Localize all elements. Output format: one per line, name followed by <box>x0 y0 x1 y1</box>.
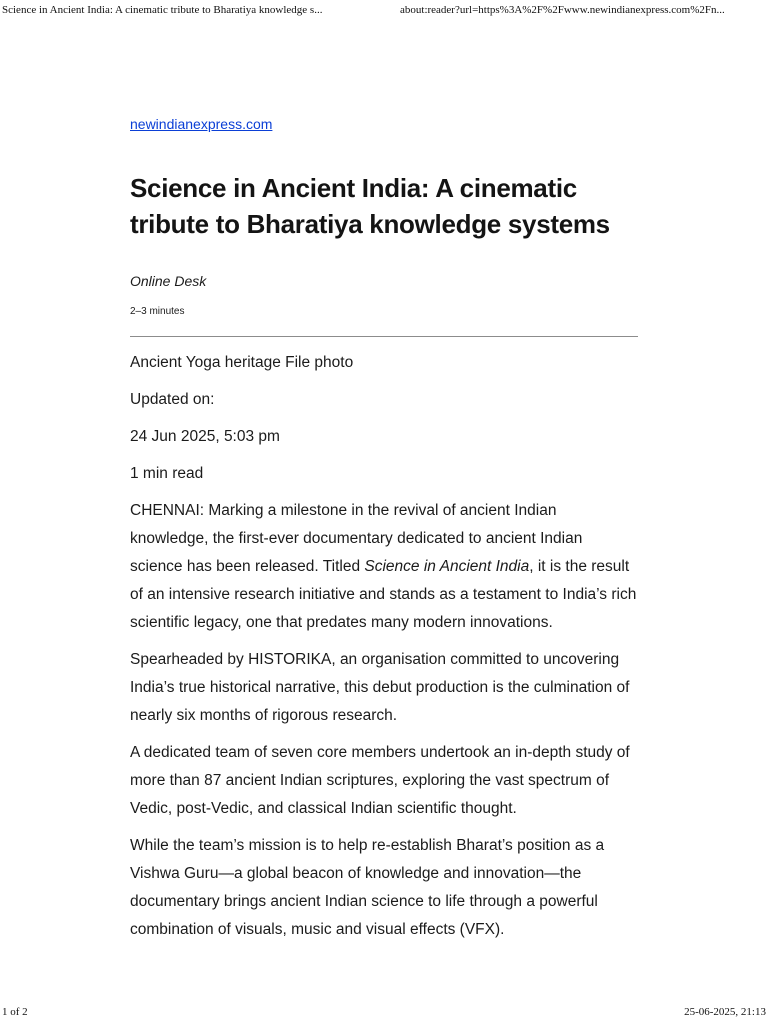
page-number: 1 of 2 <box>2 1006 28 1018</box>
paragraph-1-end: , it is the result of an intensive research initiative and stands as a testament to India’s rich scientific legacy, one that predates many modern innovations. <box>130 558 637 631</box>
print-header-title: Science in Ancient India: A cinematic tribute to Bharatiya knowledge s... <box>2 4 323 16</box>
paragraph-1 <box>130 497 638 637</box>
paragraph-1-start: CHENNAI: Marking a milestone in the revival of ancient Indian knowledge, the first-ever documentary dedicated to ancient Indian science has been released. Titled <box>130 502 583 575</box>
article-content <box>130 349 638 944</box>
print-header-url: about:reader?url=https%3A%2F%2Fwww.newindianexpress.com%2Fn... <box>400 4 725 16</box>
reader-view <box>130 115 638 953</box>
print-timestamp: 25-06-2025, 21:13 <box>684 1006 766 1018</box>
print-footer <box>2 1006 766 1020</box>
documentary-title: Science in Ancient India <box>364 558 530 575</box>
image-caption: Ancient Yoga heritage File photo <box>130 354 354 371</box>
header-divider <box>130 336 638 337</box>
paragraph-3: A dedicated team of seven core members undertook an in-depth study of more than 87 ancient Indian scriptures, exploring the vast spectrum of Vedic, post-Vedic, and classical Indian scientific thought. <box>130 744 630 817</box>
reading-time: 2–3 minutes <box>130 306 185 317</box>
print-header <box>2 4 766 20</box>
source-domain-link[interactable]: newindianexpress.com <box>130 116 273 132</box>
article-byline: Online Desk <box>130 273 207 289</box>
min-read: 1 min read <box>130 465 204 482</box>
paragraph-4: While the team’s mission is to help re-establish Bharat’s position as a Vishwa Guru—a global beacon of knowledge and innovation—the documentary brings ancient Indian science to life through a powerful combination of visuals, music and visual effects (VFX). <box>130 837 605 938</box>
updated-date: 24 Jun 2025, 5:03 pm <box>130 428 280 445</box>
paragraph-2: Spearheaded by HISTORIKA, an organisation committed to uncovering India’s true historical narrative, this debut production is the culmination of nearly six months of rigorous research. <box>130 651 630 724</box>
article-title: Science in Ancient India: A cinematic tribute to Bharatiya knowledge systems <box>130 173 610 239</box>
updated-label: Updated on: <box>130 391 215 408</box>
